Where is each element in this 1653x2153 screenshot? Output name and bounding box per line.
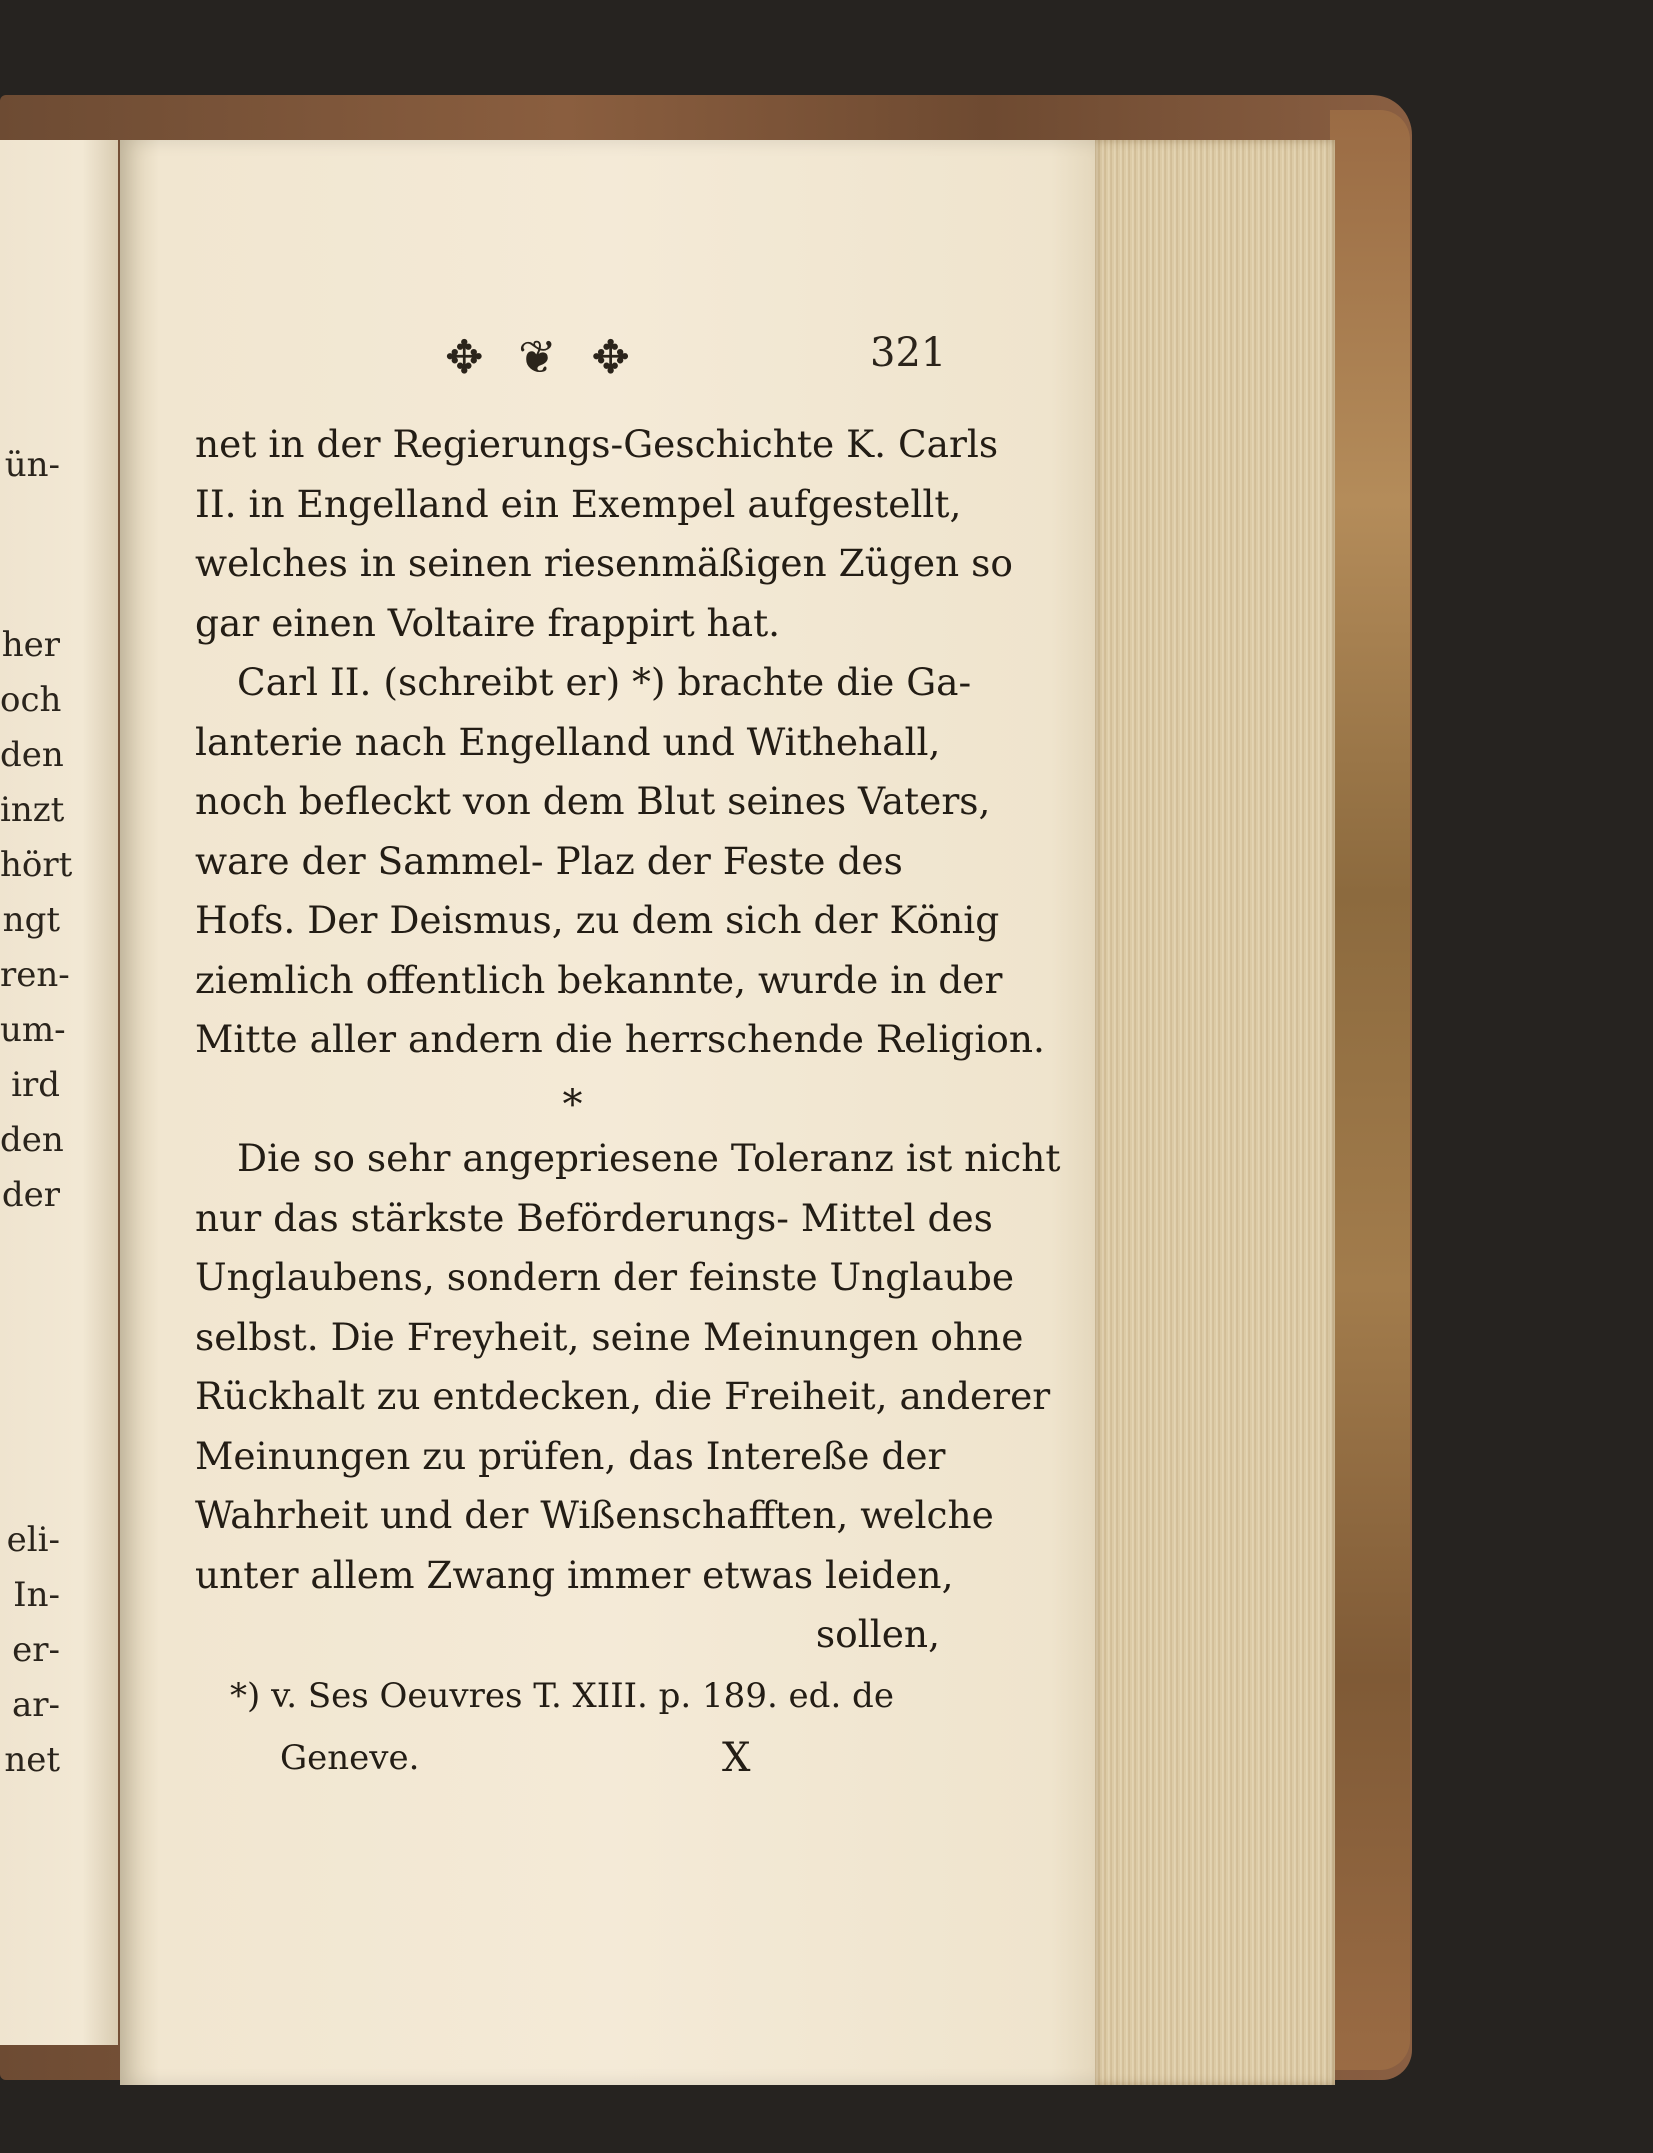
left-page-fragment: och <box>0 680 62 720</box>
left-page-fragment: In- <box>13 1575 60 1615</box>
text-line: ziemlich offentlich bekannte, wurde in der <box>195 957 1003 1002</box>
text-line: II. in Engelland ein Exempel aufgestellt, <box>195 481 962 526</box>
page-edges <box>1095 140 1335 2085</box>
text-line: unter allem Zwang immer etwas leiden, <box>195 1552 954 1597</box>
body-text <box>195 415 1061 1665</box>
section-divider-star: * <box>562 1081 583 1128</box>
text-line: nur das stärkste Beförderungs- Mittel des <box>195 1195 993 1240</box>
left-page-fragment: ird <box>11 1065 60 1105</box>
left-page-fragment: her <box>1 625 60 665</box>
left-page-fragment: eli- <box>6 1520 60 1560</box>
header-ornament: ✥ ❦ ✥ <box>445 330 640 384</box>
left-page-fragment: ar- <box>11 1685 60 1725</box>
text-line: Hofs. Der Deismus, zu dem sich der König <box>195 898 1000 942</box>
text-line: ware der Sammel- Plaz der Feste des <box>195 838 903 883</box>
left-page-fragment: ngt <box>2 900 60 940</box>
text-line: Die so sehr angepriesene Toleranz ist nicht <box>237 1136 1061 1180</box>
book-cover-edge <box>1330 110 1410 2070</box>
text-line: lanterie nach Engelland und Withehall, <box>195 719 941 764</box>
text-line: noch befleckt von dem Blut seines Vaters, <box>195 779 991 823</box>
left-page <box>0 140 118 2045</box>
page-number: 321 <box>870 330 947 376</box>
footnote: *) v. Ses Oeuvres T. XIII. p. 189. ed. de <box>230 1676 894 1716</box>
page-header <box>445 330 947 384</box>
text-line: selbst. Die Freyheit, seine Meinungen ohne <box>195 1314 1024 1359</box>
left-page-fragment: net <box>4 1740 60 1780</box>
text-line: Unglaubens, sondern der feinste Unglaube <box>195 1255 1015 1299</box>
left-page-fragment: den <box>0 735 64 775</box>
catchword: sollen, <box>815 1612 940 1656</box>
text-line: Carl II. (schreibt er) *) brachte die Ga- <box>237 660 972 704</box>
left-page-fragment: hört <box>0 845 73 885</box>
text-line: Wahrheit und der Wißenschafften, welche <box>195 1493 994 1537</box>
left-page-fragment: um- <box>0 1010 66 1050</box>
text-line: Rückhalt zu entdecken, die Freiheit, anderer <box>195 1374 1051 1418</box>
left-page-fragment: inzt <box>0 790 65 830</box>
left-page-fragment: den <box>0 1120 64 1160</box>
left-page-fragment: der <box>1 1175 60 1215</box>
text-line: Mitte aller andern die herrschende Religion. <box>195 1017 1045 1061</box>
text-line: Meinungen zu prüfen, das Intereße der <box>195 1433 946 1478</box>
text-line: gar einen Voltaire frappirt hat. <box>195 600 781 645</box>
signature-mark: X <box>722 1735 751 1781</box>
text-line: welches in seinen riesenmäßigen Zügen so <box>195 541 1013 585</box>
footnote-continuation: Geneve. <box>280 1738 420 1778</box>
left-page-fragment: ün- <box>4 445 60 485</box>
left-page-fragment: er- <box>12 1630 60 1670</box>
left-page-fragment: ren- <box>0 955 70 995</box>
text-line: net in der Regierungs-Geschichte K. Carls <box>195 422 999 466</box>
